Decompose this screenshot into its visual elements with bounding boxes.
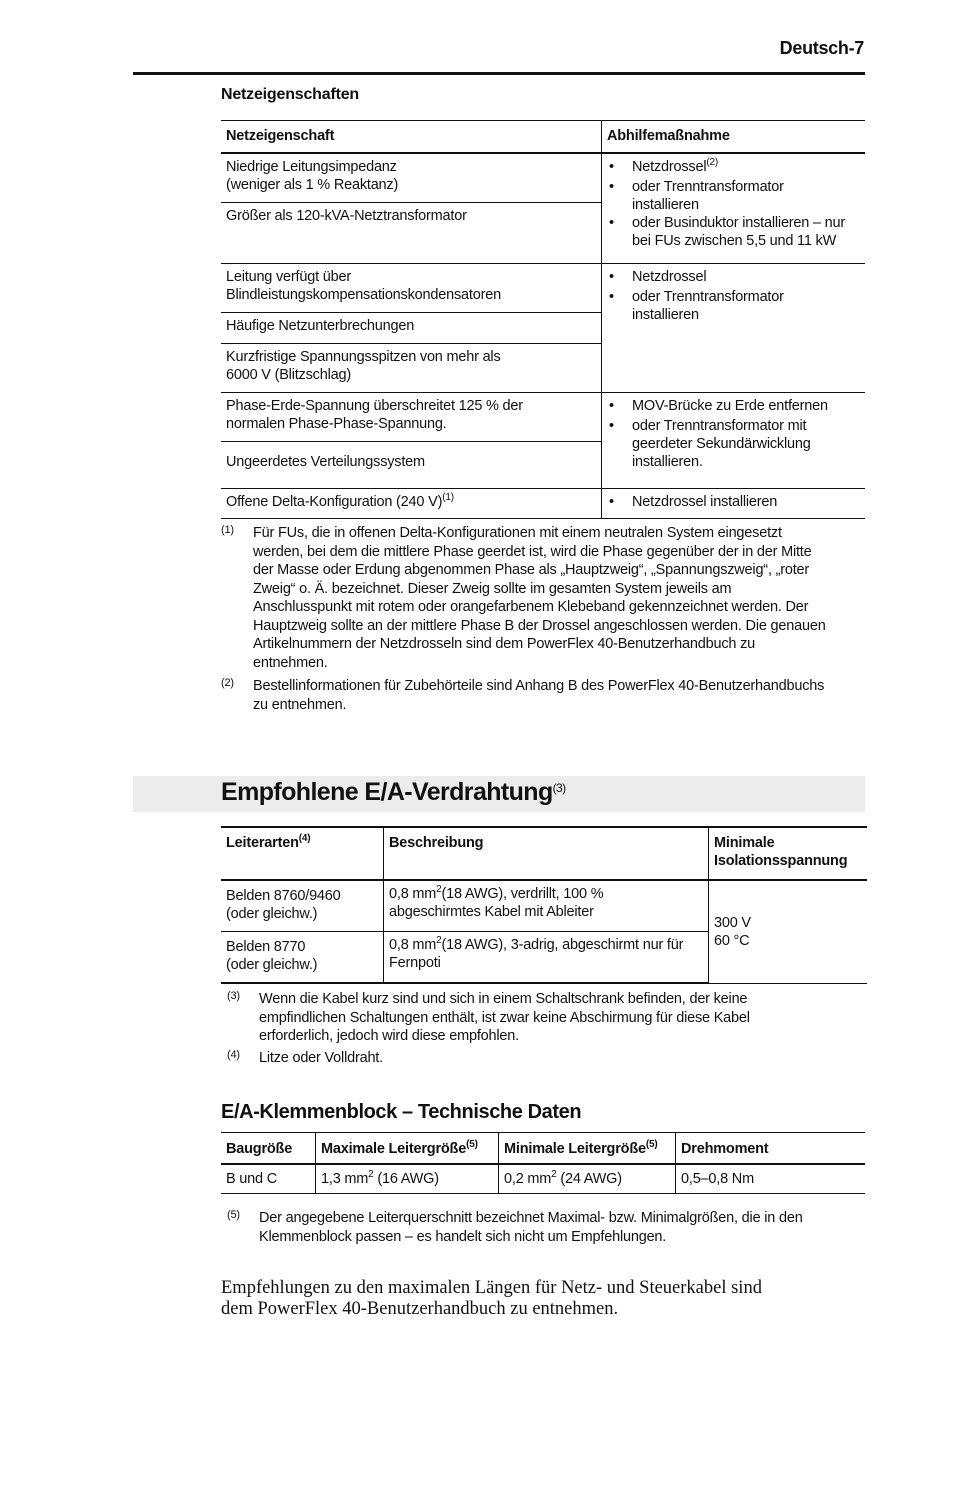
remedy-list [607,158,860,250]
cell-text: Niedrige Leitungsimpedanz [226,159,397,175]
table-row [221,1164,865,1194]
footnote: (5) Der angegebene Leiterquerschnitt bezeichnet Maximal- bzw. Minimalgrößen, die in den Klemmenblock passen – es handelt sich nicht um Empfehlungen. [227,1209,867,1246]
table-cell: Belden 8770 (oder gleichw.) [221,932,384,984]
column-header: Minimale Isolationsspannung [709,827,868,880]
table-cell: 1,3 $mm^2$ (16 AWG) [316,1164,499,1194]
table-cell: B und C [221,1164,316,1194]
table-row [221,489,865,519]
list-item: • Netzdrossel$^{(2)}$ [607,158,860,176]
table-row [221,393,865,442]
table-cell: Häufige Netzunterbrechungen [221,313,602,344]
table-cell [602,153,866,264]
column-header: Baugröße [221,1133,316,1165]
list-item: • Netzdrossel installieren [607,493,860,511]
cell-text: (weniger als 1 % Reaktanz) [226,177,399,193]
table-cell: Offene Delta-Konfiguration (240 V)$^{(1)}$ [221,489,602,519]
table-cell: Phase-Erde-Spannung überschreitet 125 % der normalen Phase-Phase-Spannung. [221,393,602,442]
remedy-list [607,397,860,471]
table-cell: 300 V 60 °C [709,880,868,983]
table-row [221,264,865,313]
table-cell: Leitung verfügt über Blindleistungskompensationskondensatoren [221,264,602,313]
table-header-row [221,121,865,154]
table-cell [602,393,866,489]
footnote-text: Litze oder Volldraht. [259,1050,383,1066]
footnote: (4) Litze oder Volldraht. [227,1049,867,1068]
column-header: Maximale Leitergröße$^{(5)}$ [316,1133,499,1165]
terminal-block-table [221,1132,865,1194]
table-cell: 0,8 $mm^2(18$ AWG), verdrillt, 100 % abgeschirmtes Kabel mit Ableiter [384,880,709,932]
table-header-row [221,1133,865,1165]
page-number: Deutsch-7 [779,38,864,58]
table-cell [221,153,602,203]
column-header: Netzeigenschaft [221,121,602,154]
footnote: (2) Bestellinformationen für Zubehörteile sind Anhang B des PowerFlex 40-Benutzerhandbuchs zu entnehmen. [221,677,871,714]
table-cell: 0,8 $mm^2(18$ AWG), 3-adrig, abgeschirmt nur für Fernpoti [384,932,709,984]
table-header-row [221,827,867,880]
list-item: • MOV-Brücke zu Erde entfernen [607,397,860,415]
column-header: Beschreibung [384,827,709,880]
list-item: • oder Trenntransformator installieren [607,178,860,214]
header-rule [133,72,865,75]
table-row [221,153,865,203]
footnote-text: Der angegebene Leiterquerschnitt bezeichnet Maximal- bzw. Minimalgrößen, die in den Klemmenblock passen – es handelt sich nicht um Empfehlungen. [259,1210,803,1245]
table-cell: 0,2 $mm^2$ (24 AWG) [499,1164,676,1194]
table-caption: Netzeigenschaften [221,86,359,103]
list-item: • oder Trenntransformator mit geerdeter Sekundärwicklung installieren. [607,417,860,471]
table-cell: 0,5–0,8 Nm [676,1164,866,1194]
footnote: (1) Für FUs, die in offenen Delta-Konfigurationen mit einem neutralen System eingesetzt werden, bei dem die mittlere Phase geerdet ist, wird die Phase gegenüber der in der Mitte der Masse oder Erdung abgenommen Phase als „Hauptzweig“, „Spannungszweig“, „roter Zweig“ o. Ä. bezeichnet. Dieser Zweig sollte im gesamten System jeweils am Anschlusspunkt mit rotem oder orangefarbenem Klebeband gekennzeichnet werden. Der Hauptzweig sollte an der mittlere Phase B der Drossel angeschlossen werden. Die genauen Artikelnummern der Netzdrosseln sind dem PowerFlex 40-Benutzerhandbuch zu entnehmen. [221,524,871,672]
body-paragraph: Empfehlungen zu den maximalen Längen für Netz- und Steuerkabel sind dem PowerFlex 40-Benutzerhandbuch zu entnehmen. [221,1278,762,1319]
section-title: Empfohlene E/A-Verdrahtung$^{(3)}$ [221,778,566,806]
footnote: (3) Wenn die Kabel kurz sind und sich in einem Schaltschrank befinden, der keine empfindlichen Schaltungen enthält, ist zwar keine Abschirmung für diese Kabel erforderlich, jedoch wird diese empfohlen. [227,990,867,1046]
column-header: Abhilfemaßnahme [602,121,866,154]
list-item: • oder Businduktor installieren – nur bei FUs zwischen 5,5 und 11 kW [607,214,860,250]
column-header: Leiterarten$^{(4)}$ [221,827,384,880]
wiring-table [221,826,867,984]
column-header: Drehmoment [676,1133,866,1165]
remedy-list [607,493,860,511]
column-header: Minimale Leitergröße$^{(5)}$ [499,1133,676,1165]
table-cell: Belden 8760/9460 (oder gleichw.) [221,880,384,932]
table-row [221,880,867,932]
table-cell [602,489,866,519]
table-cell [602,264,866,393]
table-cell: Ungeerdetes Verteilungssystem [221,442,602,489]
network-properties-table [221,120,865,519]
list-item: • oder Trenntransformator installieren [607,288,860,324]
table-cell: Größer als 120-kVA-Netztransformator [221,203,602,264]
subsection-title: E/A-Klemmenblock – Technische Daten [221,1101,582,1123]
footnote-text: Für FUs, die in offenen Delta-Konfigurationen mit einem neutralen System eingesetzt werden, bei dem die mittlere Phase geerdet ist, wird die Phase gegenüber der in der Mitte der Masse oder Erdung abgenommen Phase als „Hauptzweig“, „Spannungszweig“, „roter Zweig“ o. Ä. bezeichnet. Dieser Zweig sollte im gesamten System jeweils am Anschlusspunkt mit rotem oder orangefarbenem Klebeband gekennzeichnet werden. Der Hauptzweig sollte an der mittlere Phase B der Drossel angeschlossen werden. Die genauen Artikelnummern der Netzdrosseln sind dem PowerFlex 40-Benutzerhandbuch zu entnehmen. [253,525,826,671]
footnote-text: Wenn die Kabel kurz sind und sich in einem Schaltschrank befinden, der keine empfindlichen Schaltungen enthält, ist zwar keine Abschirmung für diese Kabel erforderlich, jedoch wird diese empfohlen. [259,991,750,1044]
table-cell: Kurzfristige Spannungsspitzen von mehr als 6000 V (Blitzschlag) [221,344,602,393]
footnote-text: Bestellinformationen für Zubehörteile sind Anhang B des PowerFlex 40-Benutzerhandbuchs zu entnehmen. [253,678,825,713]
remedy-list [607,268,860,324]
list-item: • Netzdrossel [607,268,860,286]
